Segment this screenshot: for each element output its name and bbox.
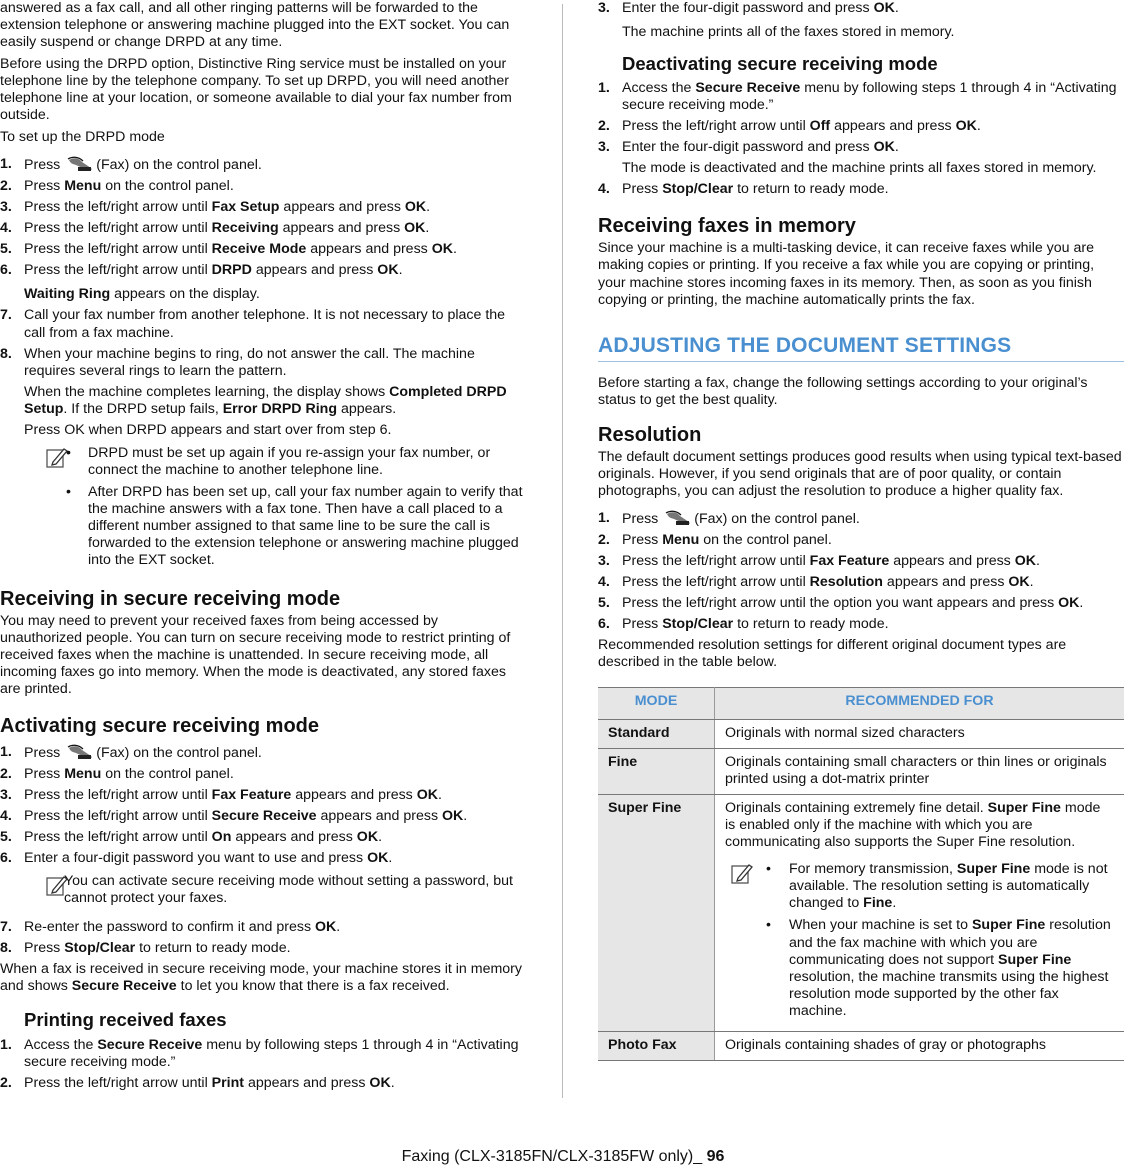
paragraph: Before starting a fax, change the following settings according to your original’s status to get the best quality. <box>598 374 1088 408</box>
paragraph: Recommended resolution settings for different original document types are described in the table below. <box>598 637 1067 671</box>
list-item: 2. Press Menu on the control panel. <box>0 178 234 195</box>
paragraph: You may need to prevent your received faxes from being accessed by unauthorized people. You can turn on secure receiving mode to restrict printing of received faxes when the machine is unattended. In secure receiving mode, all incoming faxes go into memory. When the mode is deactivated, any stored faxes are printed. <box>0 612 511 698</box>
paragraph: Since your machine is a multi-tasking device, it can receive faxes while you are making copies or printing. If you receive a fax while you are copying or printing, your machine stores incoming faxes in its memory. Then, as soon as you finish copying or printing, the machine automatically prints the fax. <box>598 240 1095 308</box>
section-heading: Activating secure receiving mode <box>0 715 320 738</box>
paragraph: Before using the DRPD option, Distinctive Ring service must be installed on your telephone line by the telephone company. To set up DRPD, you will need another telephone line at your location, or someone available to dial your fax number from outside. <box>0 56 512 124</box>
activate-steps <box>0 744 523 867</box>
table-cell: Photo Fax <box>598 1031 715 1060</box>
print-steps-continued <box>598 0 1124 41</box>
table-row <box>598 1031 1124 1060</box>
list-item: 2. Press Menu on the control panel. <box>598 531 832 548</box>
activate-steps-continued <box>0 919 523 957</box>
list-item: 6. Press the left/right arrow until DRPD appears and press OK. Waiting Ring appears on the display. <box>0 262 403 303</box>
list-item: • When your machine is set to Super Fine resolution and the fax machine with which you are communicating does not support Super Fine resolution, the machine transmits using the highest resolution mode supported by the other fax machine. <box>766 917 1111 1019</box>
paragraph: To set up the DRPD mode <box>0 129 165 146</box>
print-steps <box>0 1037 523 1092</box>
right-column <box>598 0 1124 1061</box>
table-cell: Originals containing shades of gray or photographs <box>715 1031 1125 1060</box>
table-cell: Originals containing small characters or thin lines or originals printed using a dot-matrix printer <box>715 749 1125 795</box>
resolution-table <box>598 687 1124 1061</box>
table-header-row <box>598 688 1124 720</box>
table-cell: Super Fine <box>598 795 715 1031</box>
page-footer: Faxing (CLX-3185FN/CLX-3185FW only)_ 96 <box>401 1148 725 1165</box>
list-item: 3. Press the left/right arrow until Fax Setup appears and press OK. <box>0 199 431 216</box>
list-item: 7. Call your fax number from another telephone. It is not necessary to place the call from a fax machine. <box>0 307 506 341</box>
table-row <box>598 720 1124 749</box>
list-item: 8. When your machine begins to ring, do not answer the call. The machine requires several rings to learn the pattern. When the machine completes learning, the display shows Completed DRPD Setup. If the DRPD setup fails, Error DRPD Ring appears. Press OK when DRPD appears and start over from step 6. <box>0 345 507 438</box>
column-header: RECOMMENDED FOR <box>715 688 1125 720</box>
list-item: 4. Press the left/right arrow until Receiving appears and press OK. <box>0 220 430 237</box>
left-column <box>0 0 523 1096</box>
list-item: 6. Press Stop/Clear to return to ready mode. <box>598 616 889 633</box>
list-item: 3. Enter the four-digit password and press OK. The mode is deactivated and the machine prints all faxes stored in memory. <box>598 139 1097 177</box>
note-pencil-icon <box>46 875 68 897</box>
list-item: 1. Access the Secure Receive menu by following steps 1 through 4 in “Activating secure receiving mode.” <box>598 80 1117 114</box>
chapter-heading: ADJUSTING THE DOCUMENT SETTINGS <box>598 333 1124 362</box>
list-item: 5. Press the left/right arrow until the option you want appears and press OK. <box>598 595 1084 612</box>
deactivate-steps <box>598 80 1124 198</box>
section-heading: Resolution <box>598 423 702 446</box>
list-item: 3. Enter the four-digit password and press OK. The machine prints all of the faxes stored in memory. <box>598 0 955 41</box>
paragraph: When a fax is received in secure receiving mode, your machine stores it in memory and shows Secure Receive to let you know that there is a fax received. <box>0 961 523 995</box>
list-item: 1. Access the Secure Receive menu by following steps 1 through 4 in “Activating secure receiving mode.” <box>0 1036 519 1070</box>
column-divider <box>562 4 563 1098</box>
table-row <box>598 749 1124 795</box>
list-item: 5. Press the left/right arrow until On appears and press OK. <box>0 829 383 846</box>
table-cell: Originals with normal sized characters <box>715 720 1125 749</box>
subsection-heading: Printing received faxes <box>24 1009 227 1031</box>
note-pencil-icon <box>731 863 753 885</box>
note-box <box>725 861 1114 1019</box>
list-item: 4. Press the left/right arrow until Resolution appears and press OK. <box>598 574 1034 590</box>
drpd-steps <box>0 156 523 438</box>
section-heading: Receiving faxes in memory <box>598 215 856 238</box>
list-item: 2. Press the left/right arrow until Print appears and press OK. <box>0 1074 395 1091</box>
fax-icon <box>663 510 693 526</box>
note-box: You can activate secure receiving mode without setting a password, but cannot protect your faxes. <box>24 873 523 907</box>
table-cell: Fine <box>598 749 715 795</box>
list-item: 1. Press (Fax) on the control panel. <box>0 744 262 762</box>
list-item: 4. Press Stop/Clear to return to ready mode. <box>598 181 889 198</box>
list-item: • For memory transmission, Super Fine mode is not available. The resolution setting is automatically changed to Fine. <box>766 861 1108 912</box>
column-header: MODE <box>598 688 715 720</box>
paragraph: The default document settings produces good results when using typical text-based originals. However, if you send originals that are of poor quality, or contain photographs, you can adjust the resolution to produce a higher quality fax. <box>598 448 1122 499</box>
list-item: • After DRPD has been set up, call your fax number again to verify that the machine answers with a fax tone. Then have a call placed to a different number assigned to that same line to be sure the call is forwarded to the extension telephone or answering machine plugged into the EXT socket. <box>66 483 523 568</box>
fax-icon <box>65 156 95 172</box>
table-cell: Originals containing extremely fine detail. Super Fine mode is enabled only if the machine with which you are communicating also supports the Super Fine resolution. • For memory transmission, Super Fine mode is not available. The resolution setting is automatically changed to Fine. • When your machine is set to Super Fine resolution and the fax machine with which you are communicating does not support Super Fine resolution, the machine transmits using the highest resolution mode supported by the other fax machine. <box>715 795 1125 1031</box>
note-pencil-icon <box>46 447 68 469</box>
list-item: 4. Press the left/right arrow until Secure Receive appears and press OK. <box>0 808 468 825</box>
subsection-heading: Deactivating secure receiving mode <box>622 53 938 75</box>
list-item: 1. Press (Fax) on the control panel. <box>0 156 262 174</box>
fax-icon <box>65 744 95 760</box>
list-item: 2. Press the left/right arrow until Off appears and press OK. <box>598 118 981 135</box>
table-cell: Standard <box>598 720 715 749</box>
resolution-steps <box>598 510 1124 633</box>
table-row <box>598 795 1124 1031</box>
list-item: 8. Press Stop/Clear to return to ready mode. <box>0 940 291 957</box>
paragraph: answered as a fax call, and all other ringing patterns will be forwarded to the extension telephone or answering machine plugged into the EXT socket. You can easily suspend or change DRPD at any time. <box>0 0 510 51</box>
list-item: 2. Press Menu on the control panel. <box>0 766 234 783</box>
list-item: 5. Press the left/right arrow until Receive Mode appears and press OK. <box>0 241 457 258</box>
list-item: • DRPD must be set up again if you re-assign your fax number, or connect the machine to another telephone line. <box>66 444 491 478</box>
section-heading: Receiving in secure receiving mode <box>0 587 341 610</box>
list-item: 6. Enter a four-digit password you want to use and press OK. <box>0 850 393 867</box>
list-item: 3. Press the left/right arrow until Fax Feature appears and press OK. <box>0 787 442 804</box>
list-item: 3. Press the left/right arrow until Fax Feature appears and press OK. <box>598 552 1040 569</box>
page-number: 96 <box>706 1148 725 1165</box>
list-item: 7. Re-enter the password to confirm it and press OK. <box>0 919 341 936</box>
note-box <box>24 445 523 569</box>
list-item: 1. Press (Fax) on the control panel. <box>598 509 860 527</box>
